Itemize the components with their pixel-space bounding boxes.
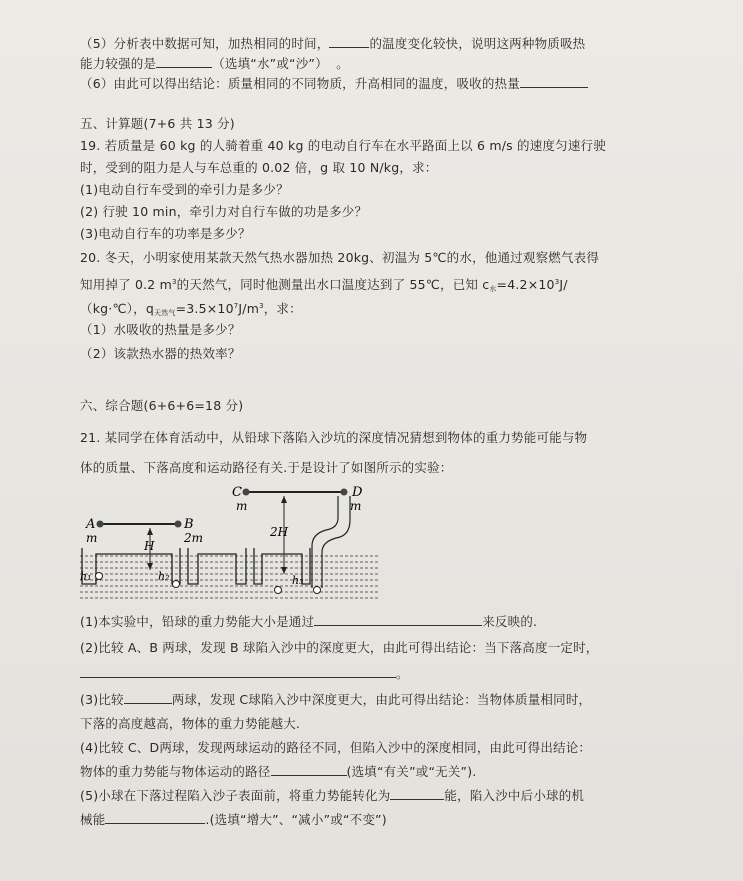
q6-line xyxy=(80,76,588,92)
q20-c1-sub: 天然气 xyxy=(153,309,176,317)
q20-b1-sup: 3 xyxy=(172,278,177,286)
answer-blank[interactable] xyxy=(124,692,172,704)
q6-text: （6）由此可以得出结论：质量相同的不同物质，升高相同的温度，吸收的热量 xyxy=(80,76,520,91)
sand-containers xyxy=(82,548,378,584)
mass-d: m xyxy=(350,499,362,513)
p5-text-a: (5)小球在下落过程陷入沙子表面前，将重力势能转化为 xyxy=(80,788,391,803)
q5-text-b: 的温度变化较快，说明这两种物质吸热 xyxy=(369,36,586,51)
p4-text-c: (选填“有关”或“无关”). xyxy=(346,764,477,779)
label-b: B xyxy=(184,517,194,532)
q5-line1 xyxy=(80,36,585,52)
ball-d xyxy=(341,489,348,496)
q19-sub1: (1)电动自行车受到的牵引力是多少？ xyxy=(80,182,289,197)
answer-blank[interactable] xyxy=(390,788,444,800)
label-h3: h₃ xyxy=(292,574,304,587)
label-h2: h₂ xyxy=(158,570,170,583)
q20-b3-sup: 3 xyxy=(554,278,560,286)
p1-line xyxy=(80,614,537,630)
p2-text-a: (2)比较 A、B 两球，发现 B 球陷入沙中的深度更大，由此可得出结论：当下落高度一定时， xyxy=(80,640,599,655)
p4-text-a: (4)比较 C、D两球，发现两球运动的路径不同，但陷入沙中的深度相同，由此可得出结论： xyxy=(80,740,592,755)
answer-blank[interactable] xyxy=(520,76,588,88)
section5-heading: 五、计算题(7+6 共 13 分) xyxy=(80,116,235,131)
mass-a: m xyxy=(86,531,98,545)
experiment-diagram xyxy=(80,484,380,608)
label-h1: h₁ xyxy=(80,570,92,583)
q19-text-a: 19. 若质量是 60 kg 的人骑着重 40 kg 的电动自行车在水平路面上以 6 m/s 的速度匀速行驶 xyxy=(80,138,606,153)
q20-b3: =4.2×10 xyxy=(496,277,555,292)
label-h: H xyxy=(144,539,155,553)
answer-blank[interactable] xyxy=(156,56,212,68)
q20-c2-sup: 7 xyxy=(233,302,239,310)
p3-text-a: (3)比较 xyxy=(80,692,124,707)
p2-line2 xyxy=(80,666,409,682)
answer-blank[interactable] xyxy=(329,36,369,48)
q20-c3-sup: 3 xyxy=(259,302,264,310)
mass-c: m xyxy=(236,499,248,513)
mass-b: 2m xyxy=(184,531,204,545)
q21-text-b: 体的质量、下落高度和运动路径有关.于是设计了如图所示的实验： xyxy=(80,460,453,475)
answer-blank[interactable] xyxy=(105,812,205,824)
q20-text-a: 20. 冬天，小明家使用某款天然气热水器加热 20kg、初温为 5℃的水，他通过观察燃气表得 xyxy=(80,250,600,265)
q20-c2: =3.5×10 xyxy=(175,301,234,316)
answer-blank[interactable] xyxy=(314,614,482,626)
q19-sub3: (3)电动自行车的功率是多少？ xyxy=(80,226,251,241)
ball-d-sand xyxy=(314,587,321,594)
q21-text-a: 21. 某同学在体育活动中，从铅球下落陷入沙坑的深度情况猜想到物体的重力势能可能与物 xyxy=(80,430,588,445)
q20-sub2: （2）该款热水器的热效率？ xyxy=(80,346,241,361)
p5-line2 xyxy=(80,812,387,828)
p5-text-d: .(选填“增大”、“减小”或“不变”) xyxy=(205,812,387,827)
q5-text-a: （5）分析表中数据可知，加热相同的时间， xyxy=(80,36,330,51)
label-d: D xyxy=(352,485,363,500)
ball-b-sand xyxy=(173,581,180,588)
q20-c1: （kg·℃），q xyxy=(80,301,154,316)
q20-c3: J/m xyxy=(238,301,260,316)
p3-text-b: 两球，发现 C球陷入沙中深度更大，由此可得出结论：当物体质量相同时， xyxy=(171,692,592,707)
label-c: C xyxy=(232,485,242,500)
q19-text-b: 时，受到的阻力是人与车总重的 0.02 倍，g 取 10 N/kg，求： xyxy=(80,160,438,175)
ball-c-sand xyxy=(275,587,282,594)
label-a: A xyxy=(86,517,96,532)
p4-line2 xyxy=(80,764,476,780)
q5-text-e: 。 xyxy=(336,56,349,71)
q20-b2: 的天然气，同时他测量出水口温度达到了 55℃，已知 c xyxy=(176,277,490,292)
ball-a-sand xyxy=(96,573,103,580)
q5-text-c: 能力较强的是 xyxy=(80,56,157,71)
ball-b xyxy=(175,521,182,528)
p2-text-b: 。 xyxy=(396,666,409,681)
q20-line2 xyxy=(80,274,568,297)
q20-b1: 知用掉了 0.2 m xyxy=(80,277,173,292)
q5-text-d: （选填“水”或“沙”） xyxy=(212,56,328,71)
p5-text-c: 械能 xyxy=(80,812,106,827)
q20-b2-sub: 水 xyxy=(489,285,497,293)
p1-text-b: 来反映的. xyxy=(482,614,538,629)
label-2h: 2H xyxy=(270,525,289,539)
q20-sub1: （1）水吸收的热量是多少？ xyxy=(80,322,241,337)
answer-blank[interactable] xyxy=(271,764,347,776)
q20-line3 xyxy=(80,298,302,321)
section6-heading: 六、综合题(6+6+6=18 分) xyxy=(80,398,244,413)
q20-c4: ，求： xyxy=(263,301,302,316)
p5-line xyxy=(80,788,584,804)
p3-text-c: 下落的高度越高，物体的重力势能越大. xyxy=(80,716,301,731)
ball-c xyxy=(243,489,250,496)
ball-a xyxy=(97,521,104,528)
p5-text-b: 能，陷入沙中后小球的机 xyxy=(444,788,585,803)
q5-line2 xyxy=(80,56,349,72)
p1-text-a: (1)本实验中，铅球的重力势能大小是通过 xyxy=(80,614,315,629)
q20-b4: J/ xyxy=(559,277,568,292)
sand-hatching xyxy=(80,556,380,598)
answer-blank[interactable] xyxy=(80,666,396,678)
p3-line xyxy=(80,692,591,708)
q19-sub2: (2) 行驶 10 min，牵引力对自行车做的功是多少？ xyxy=(80,204,368,219)
p4-text-b: 物体的重力势能与物体运动的路径 xyxy=(80,764,271,779)
